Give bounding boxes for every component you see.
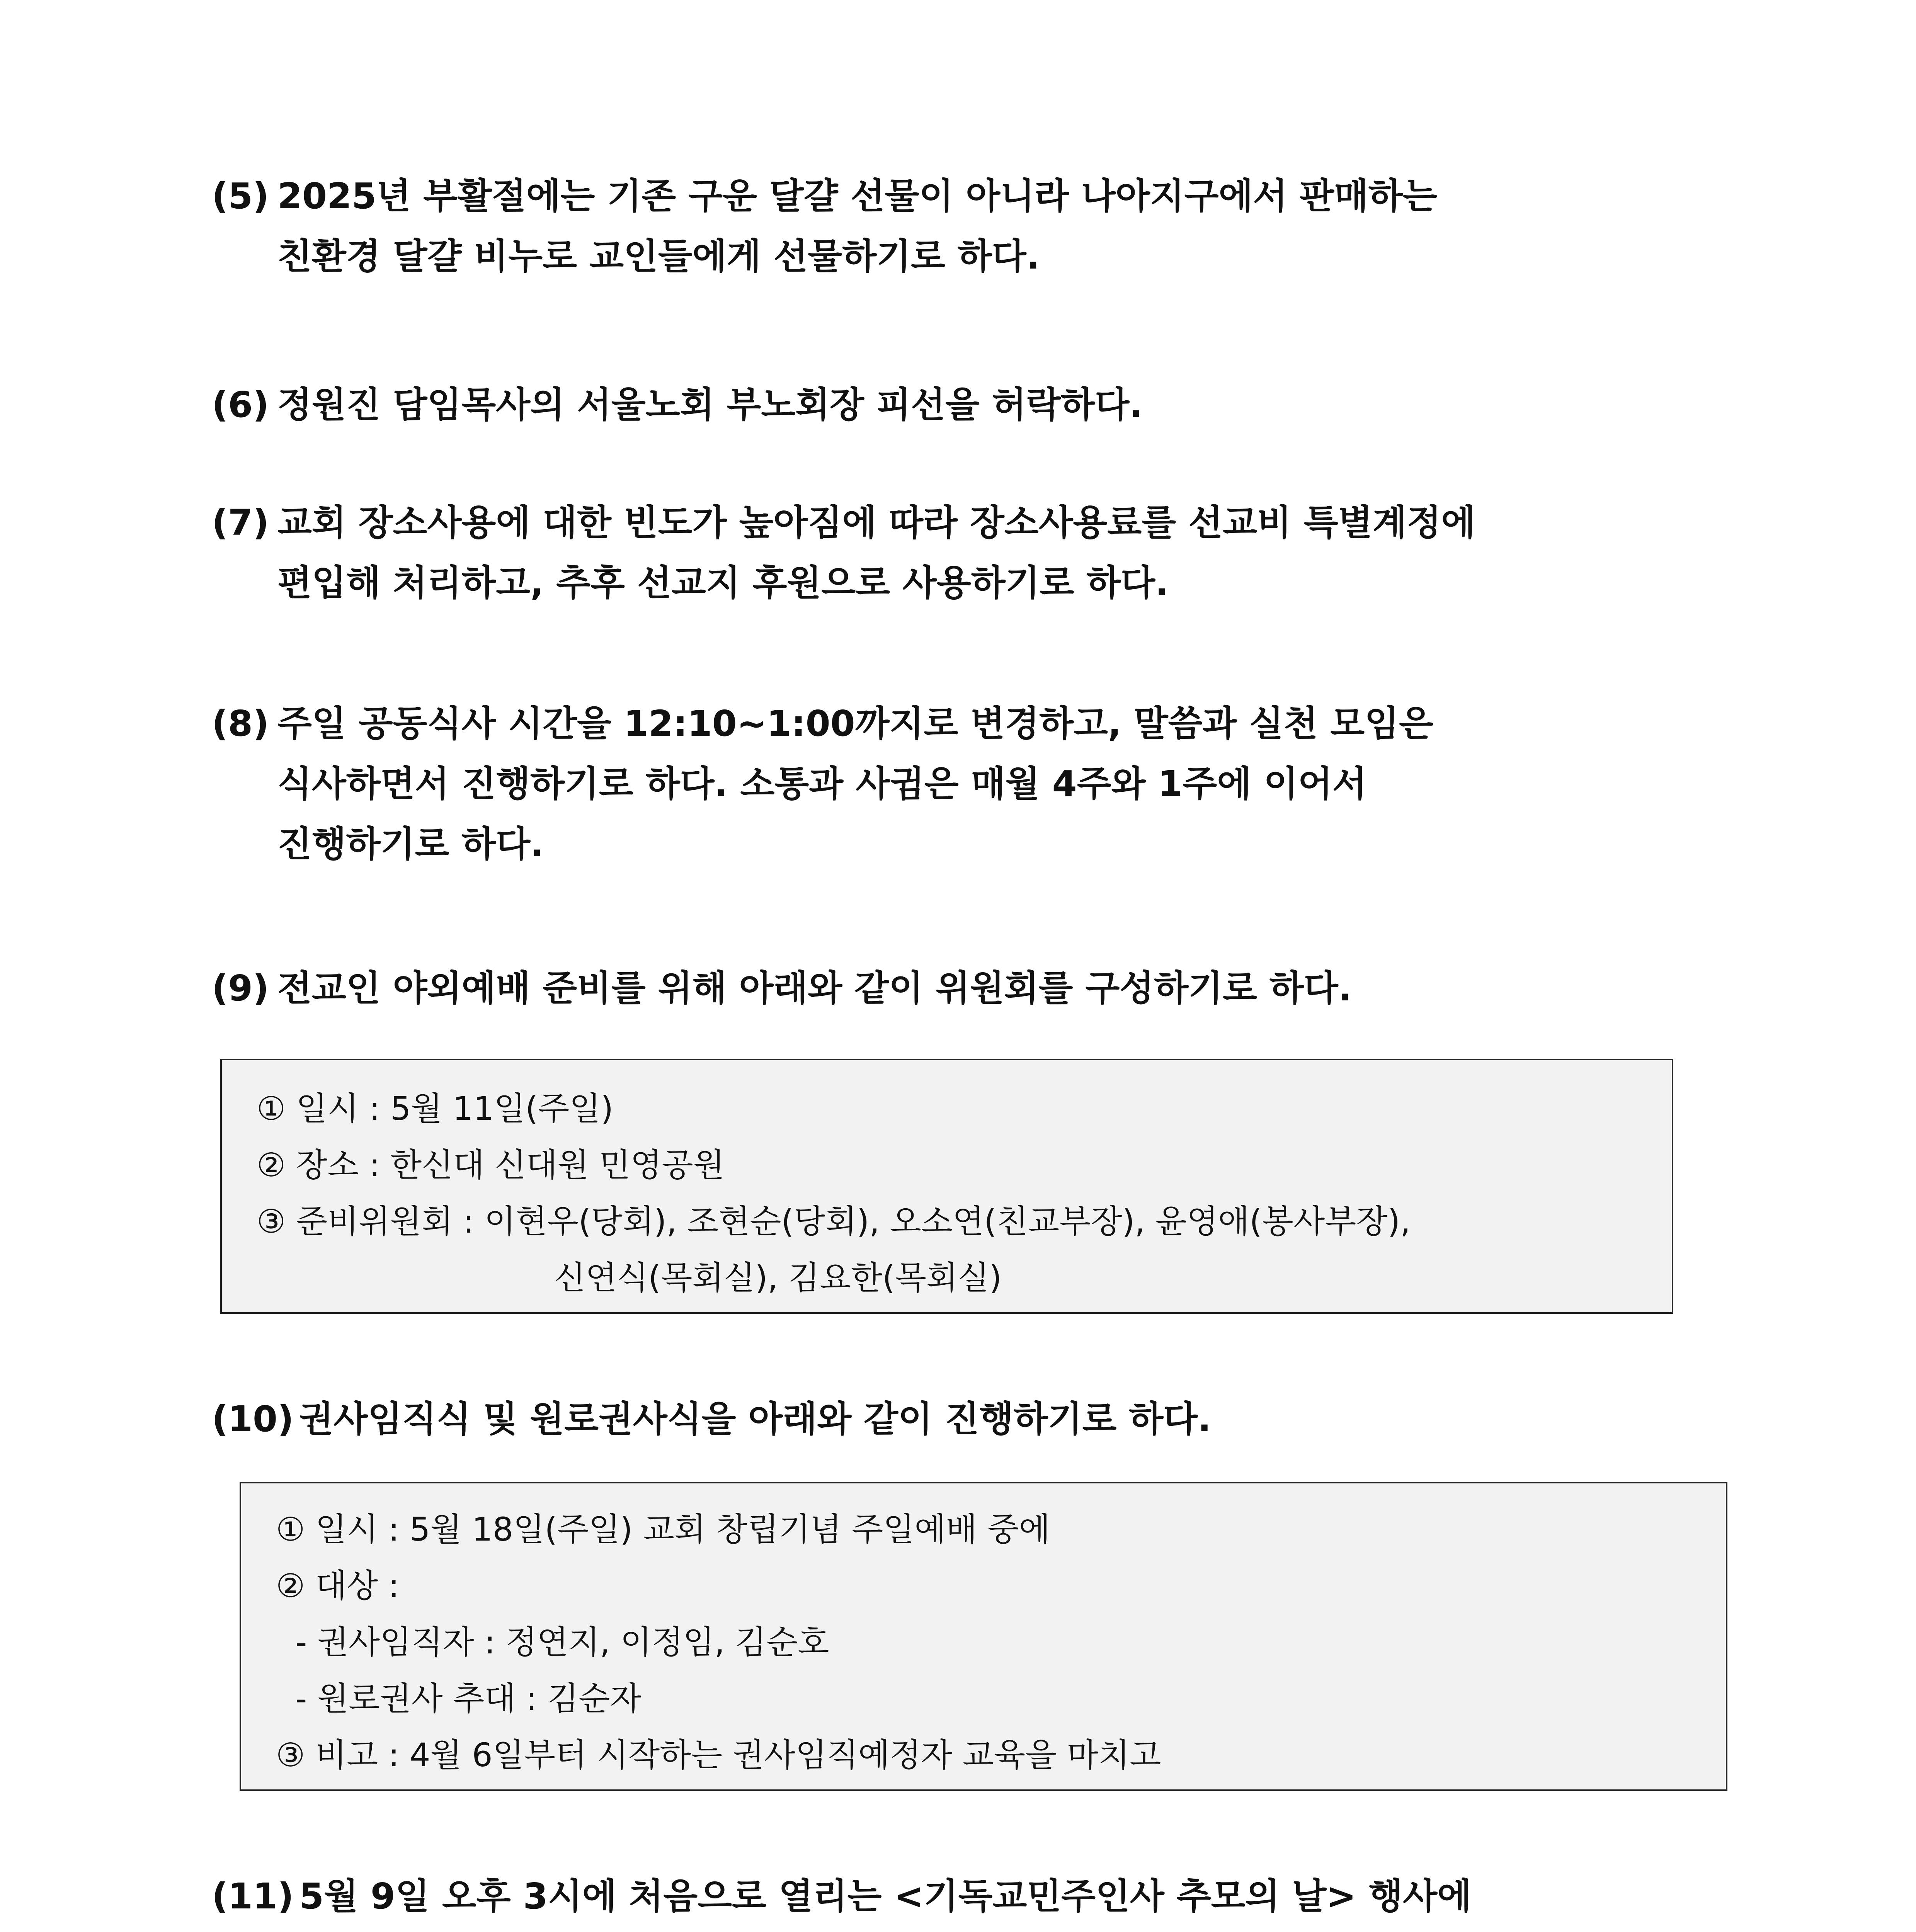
box-line-date: ① 일시 : 5월 18일(주일) 교회 창립기념 주일예배 중에	[276, 1510, 1050, 1548]
item-text-line: 친환경 달걀 비누로 교인들에게 선물하기로 하다.	[277, 236, 1040, 277]
box-line-ordinands: - 권사임직자 : 정연지, 이정임, 김순호	[295, 1623, 829, 1661]
agenda-item-10	[212, 1389, 1700, 1449]
item-number: (8)	[212, 703, 269, 744]
item-number: (9)	[212, 968, 269, 1009]
agenda-item-9	[212, 958, 1700, 1019]
item-number: (10)	[212, 1398, 294, 1440]
agenda-item-7	[212, 493, 1700, 613]
box-line-elder-deaconess: - 원로권사 추대 : 김순자	[295, 1680, 642, 1718]
box-line-committee: ③ 준비위원회 : 이현우(당회), 조현순(당회), 오소연(친교부장), 윤영애(봉사부장),	[257, 1202, 1411, 1240]
item-text-line: 5월 9일 오후 3시에 처음으로 열리는 <기독교민주인사 추모의 날> 행사에	[299, 1876, 1472, 1917]
box-line-committee-cont: 신연식(목회실), 김요한(목회실)	[554, 1259, 1002, 1297]
item-text-line: 주일 공동식사 시간을 12:10~1:00까지로 변경하고, 말씀과 실천 모임은	[277, 703, 1433, 744]
box-line-target: ② 대상 :	[276, 1567, 400, 1605]
agenda-item-5	[212, 166, 1700, 287]
item-number: (5)	[212, 175, 269, 217]
item-number: (6)	[212, 384, 269, 425]
box-line-place: ② 장소 : 한신대 신대원 민영공원	[257, 1146, 725, 1184]
item-text-line	[212, 1927, 1700, 1932]
agenda-item-6	[212, 375, 1700, 435]
item-number: (11)	[212, 1876, 294, 1917]
item-text-line: 식사하면서 진행하기로 하다. 소통과 사귐은 매월 4주와 1주에 이어서	[277, 763, 1367, 804]
box-line-date: ① 일시 : 5월 11일(주일)	[257, 1090, 614, 1128]
item-text-line: 2025년 부활절에는 기존 구운 달걀 선물이 아니라 나아지구에서 판매하는	[277, 175, 1437, 217]
agenda-item-11	[212, 1866, 1700, 1932]
agenda-item-8	[212, 694, 1700, 874]
item-text-line: 진행하기로 하다.	[277, 823, 544, 865]
item-text-line: 정원진 담임목사의 서울노회 부노회장 피선을 허락하다.	[277, 384, 1143, 425]
outdoor-service-details-box	[220, 1059, 1673, 1314]
item-text-line: 권사임직식 및 원로권사식을 아래와 같이 진행하기로 하다.	[299, 1398, 1212, 1440]
box-line-note: ③ 비고 : 4월 6일부터 시작하는 권사임직예정자 교육을 마치고	[276, 1736, 1161, 1774]
item-text-line: 교회 장소사용에 대한 빈도가 높아짐에 따라 장소사용료를 선교비 특별계정에	[277, 502, 1476, 543]
item-number: (7)	[212, 502, 269, 543]
ordination-details-box	[240, 1482, 1727, 1791]
item-text-line: 전교인 야외예배 준비를 위해 아래와 같이 위원회를 구성하기로 하다.	[277, 968, 1352, 1009]
item-text-line: 편입해 처리하고, 추후 선교지 후원으로 사용하기로 하다.	[277, 562, 1169, 604]
